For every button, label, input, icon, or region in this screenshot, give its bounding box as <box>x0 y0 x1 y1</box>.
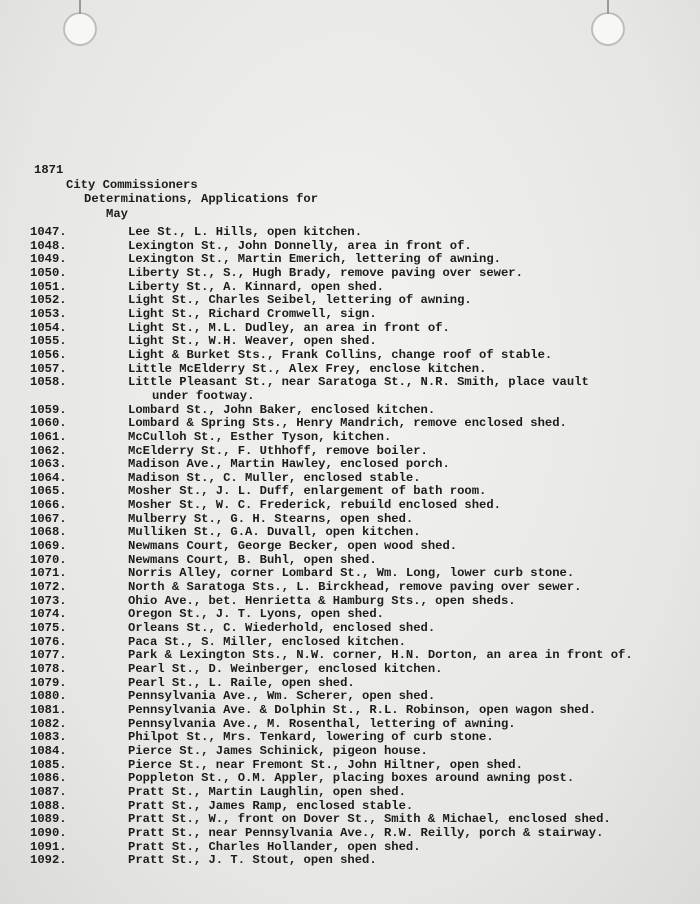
entry-number: 1058. <box>30 375 67 390</box>
list-item <box>30 349 700 363</box>
header-year: 1871 <box>34 163 64 177</box>
list-item <box>30 636 700 650</box>
entry-number: 1066. <box>30 498 67 513</box>
header-subject: Determinations, Applications for <box>84 192 319 206</box>
entry-number: 1065. <box>30 484 67 499</box>
entry-text: Liberty St., S., Hugh Brady, remove paving over sewer. <box>128 265 523 280</box>
entry-text: Madison Ave., Martin Hawley, enclosed porch. <box>128 457 450 472</box>
entry-number: 1071. <box>30 566 67 581</box>
entry-text: Pearl St., L. Raile, open shed. <box>128 675 355 690</box>
entry-number: 1068. <box>30 525 67 540</box>
entry-number: 1080. <box>30 689 67 704</box>
entry-number: 1050. <box>30 265 67 280</box>
entry-number: 1054. <box>30 320 67 335</box>
list-item <box>30 800 700 814</box>
list-item <box>30 499 700 513</box>
entry-text: Pratt St., J. T. Stout, open shed. <box>128 853 377 868</box>
entry-text: Light St., Richard Cromwell, sign. <box>128 306 377 321</box>
list-item <box>30 485 700 499</box>
entry-text: Norris Alley, corner Lombard St., Wm. Long, lower curb stone. <box>128 566 575 581</box>
list-item <box>30 854 700 868</box>
entry-text: Liberty St., A. Kinnard, open shed. <box>128 279 384 294</box>
header-month: May <box>106 206 128 221</box>
entry-number: 1059. <box>30 402 67 417</box>
entry-text: Oregon St., J. T. Lyons, open shed. <box>128 607 384 622</box>
entry-number: 1082. <box>30 716 67 731</box>
list-item <box>30 608 700 622</box>
entry-number: 1062. <box>30 443 67 458</box>
list-item <box>30 308 700 322</box>
entry-number: 1056. <box>30 347 67 362</box>
list-item <box>30 663 700 677</box>
header-department: City Commissioners <box>66 177 198 192</box>
entry-text: Orleans St., C. Wiederhold, enclosed shed. <box>128 621 436 636</box>
entry-text: Pearl St., D. Weinberger, enclosed kitchen. <box>128 662 443 676</box>
entry-number: 1072. <box>30 580 67 595</box>
list-item <box>30 841 700 855</box>
entry-number: 1057. <box>30 361 67 376</box>
entry-text: Pratt St., James Ramp, enclosed stable. <box>128 798 414 813</box>
entry-text: Pratt St., Charles Hollander, open shed. <box>128 839 421 854</box>
entry-number: 1047. <box>30 225 67 239</box>
list-item <box>30 431 700 445</box>
entry-text: Lexington St., Martin Emerich, lettering of awning. <box>128 252 501 267</box>
entry-text: Paca St., S. Miller, enclosed kitchen. <box>128 634 406 649</box>
list-item <box>30 595 700 609</box>
entry-text: Newmans Court, B. Buhl, open shed. <box>128 552 377 567</box>
entry-number: 1073. <box>30 593 67 608</box>
entry-text: Pratt St., W., front on Dover St., Smith & Michael, enclosed shed. <box>128 812 611 827</box>
list-item <box>30 376 700 390</box>
entry-text: Lombard St., John Baker, enclosed kitchen. <box>128 402 436 417</box>
entry-number: 1091. <box>30 839 67 854</box>
punch-hole-right <box>591 12 625 46</box>
list-item <box>30 540 700 554</box>
entry-number: 1048. <box>30 238 67 253</box>
entry-text: Poppleton St., O.M. Appler, placing boxes around awning post. <box>128 771 575 786</box>
list-item <box>30 718 700 732</box>
entry-text: Pratt St., near Pennsylvania Ave., R.W. Reilly, porch & stairway. <box>128 825 604 840</box>
entry-number: 1076. <box>30 634 67 649</box>
list-item <box>30 322 700 336</box>
entry-number: 1051. <box>30 279 67 294</box>
entry-text: Little Pleasant St., near Saratoga St., N.R. Smith, place vault <box>128 375 589 390</box>
list-item <box>30 827 700 841</box>
list-item <box>30 472 700 486</box>
entry-number: 1078. <box>30 662 67 676</box>
entry-number: 1088. <box>30 798 67 813</box>
entry-number: 1061. <box>30 429 67 444</box>
list-item <box>30 786 700 800</box>
list-item <box>30 404 700 418</box>
entry-number: 1079. <box>30 675 67 690</box>
entry-continuation: under footway. <box>152 388 255 403</box>
list-item <box>30 745 700 759</box>
entry-number: 1069. <box>30 539 67 554</box>
entry-number: 1063. <box>30 457 67 472</box>
entry-text: Light & Burket Sts., Frank Collins, change roof of stable. <box>128 347 553 362</box>
list-item <box>30 649 700 663</box>
entry-text: Lombard & Spring Sts., Henry Mandrich, remove enclosed shed. <box>128 416 567 431</box>
entry-number: 1084. <box>30 743 67 758</box>
entry-number: 1049. <box>30 252 67 267</box>
entry-list <box>30 226 700 868</box>
list-item <box>30 513 700 527</box>
entry-number: 1077. <box>30 648 67 663</box>
entry-text: Newmans Court, George Becker, open wood shed. <box>128 539 458 554</box>
entry-text: Lexington St., John Donnelly, area in front of. <box>128 238 472 253</box>
entry-text: Light St., Charles Seibel, lettering of awning. <box>128 293 472 308</box>
entry-text: Philpot St., Mrs. Tenkard, lowering of curb stone. <box>128 730 494 745</box>
list-item <box>30 772 700 786</box>
entry-text: Mosher St., W. C. Frederick, rebuild enclosed shed. <box>128 498 501 513</box>
entry-text: Mulliken St., G.A. Duvall, open kitchen. <box>128 525 421 540</box>
entry-number: 1067. <box>30 511 67 526</box>
entry-number: 1064. <box>30 470 67 485</box>
list-item <box>30 581 700 595</box>
list-item <box>30 731 700 745</box>
list-item <box>30 622 700 636</box>
entry-text: McCulloh St., Esther Tyson, kitchen. <box>128 429 392 444</box>
list-item <box>30 554 700 568</box>
entry-number: 1074. <box>30 607 67 622</box>
entry-text: Pennsylvania Ave. & Dolphin St., R.L. Robinson, open wagon shed. <box>128 702 597 717</box>
entry-number: 1055. <box>30 334 67 349</box>
entry-number: 1085. <box>30 757 67 772</box>
list-item <box>30 281 700 295</box>
list-item <box>30 226 700 240</box>
entry-text: Lee St., L. Hills, open kitchen. <box>128 225 363 239</box>
list-item <box>30 690 700 704</box>
entry-text: McElderry St., F. Uthhoff, remove boiler. <box>128 443 428 458</box>
entry-text: Ohio Ave., bet. Henrietta & Hamburg Sts., open sheds. <box>128 593 516 608</box>
entry-number: 1086. <box>30 771 67 786</box>
entry-text: Light St., W.H. Weaver, open shed. <box>128 334 377 349</box>
list-item <box>30 267 700 281</box>
entry-number: 1075. <box>30 621 67 636</box>
entry-number: 1053. <box>30 306 67 321</box>
entry-number: 1090. <box>30 825 67 840</box>
list-item <box>30 417 700 431</box>
entry-text: Pennsylvania Ave., M. Rosenthal, lettering of awning. <box>128 716 516 731</box>
entry-text: Mosher St., J. L. Duff, enlargement of bath room. <box>128 484 487 499</box>
entry-number: 1092. <box>30 853 67 868</box>
list-item <box>30 677 700 691</box>
list-item <box>30 704 700 718</box>
entry-number: 1081. <box>30 702 67 717</box>
entry-text: North & Saratoga Sts., L. Birckhead, remove paving over sewer. <box>128 580 582 595</box>
entry-number: 1070. <box>30 552 67 567</box>
entry-number: 1089. <box>30 812 67 827</box>
entry-text: Pennsylvania Ave., Wm. Scherer, open shed. <box>128 689 436 704</box>
list-item <box>30 294 700 308</box>
list-item <box>30 335 700 349</box>
list-item <box>30 458 700 472</box>
entry-number: 1052. <box>30 293 67 308</box>
entry-number: 1083. <box>30 730 67 745</box>
punch-hole-left <box>63 12 97 46</box>
list-item <box>30 363 700 377</box>
list-item <box>30 253 700 267</box>
list-item <box>30 526 700 540</box>
entry-text: Pierce St., James Schinick, pigeon house. <box>128 743 428 758</box>
entry-text: Light St., M.L. Dudley, an area in front of. <box>128 320 450 335</box>
entry-text: Madison St., C. Muller, enclosed stable. <box>128 470 421 485</box>
list-item <box>30 813 700 827</box>
list-item <box>30 759 700 773</box>
document-header <box>34 163 318 221</box>
list-item <box>30 445 700 459</box>
entry-text: Pierce St., near Fremont St., John Hiltner, open shed. <box>128 757 523 772</box>
list-item <box>30 567 700 581</box>
list-item <box>30 240 700 254</box>
entry-text: Little McElderry St., Alex Frey, enclose kitchen. <box>128 361 487 376</box>
entry-text: Park & Lexington Sts., N.W. corner, H.N. Dorton, an area in front of. <box>128 648 633 663</box>
entry-number: 1087. <box>30 784 67 799</box>
entry-text: Pratt St., Martin Laughlin, open shed. <box>128 784 406 799</box>
entry-number: 1060. <box>30 416 67 431</box>
entry-text: Mulberry St., G. H. Stearns, open shed. <box>128 511 414 526</box>
